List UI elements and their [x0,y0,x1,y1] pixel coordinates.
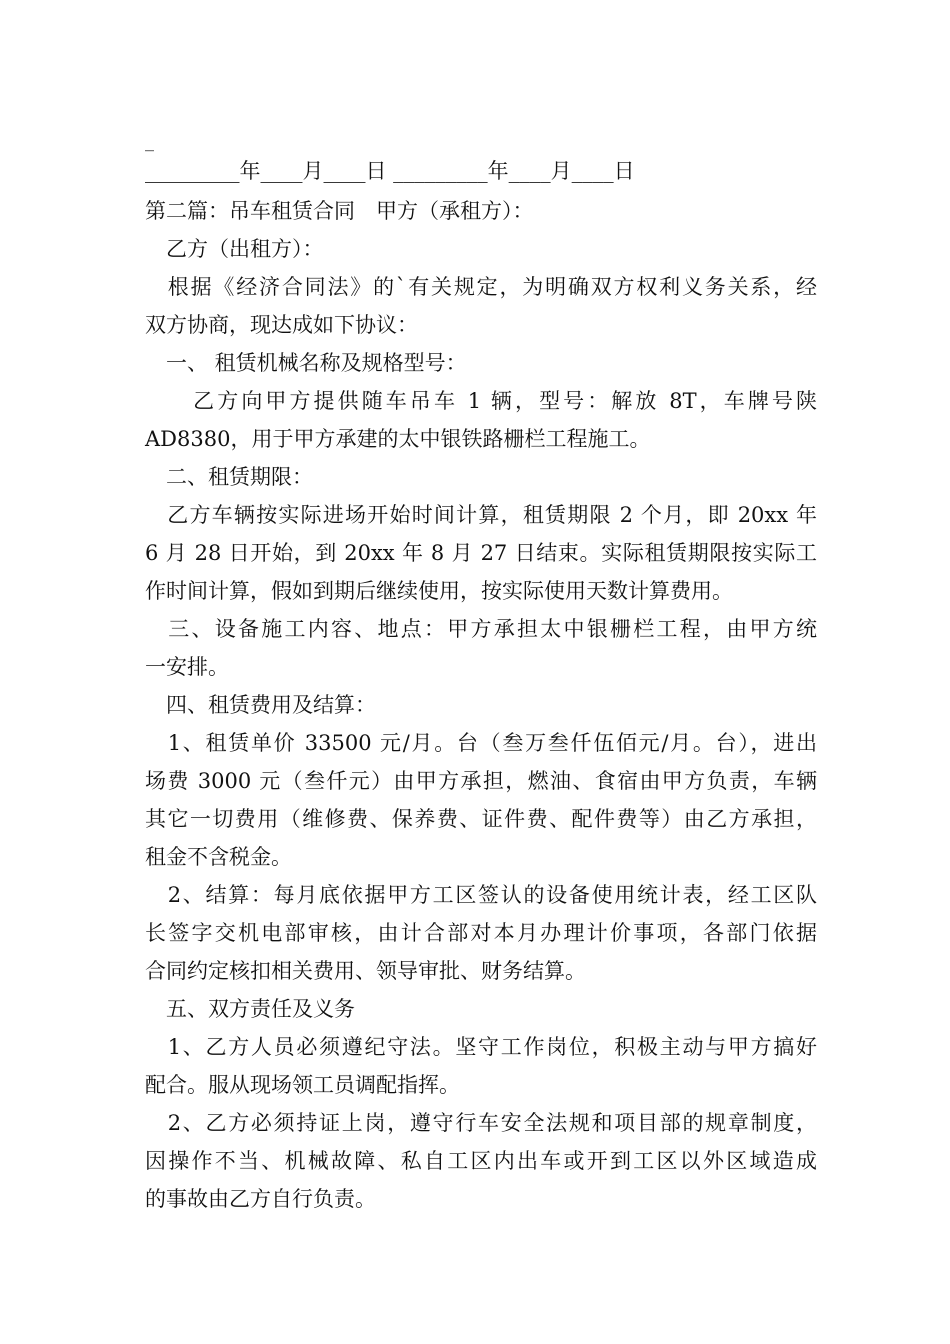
body-line: 因操作不当、机械故障、私自工区内出车或开到工区以外区域造成 [145,1149,817,1173]
body-line: 长签字交机电部审核，由计合部对本月办理计价事项，各部门依据 [145,921,817,945]
body-line: 1、租赁单价 33500 元/月。台（叁万叁仟伍佰元/月。台），进出 [145,731,817,755]
body-line: 的事故由乙方自行负责。 [145,1187,376,1211]
body-line: 配合。服从现场领工员调配指挥。 [145,1073,460,1097]
body-line: 一安排。 [145,655,229,679]
body-line: 2、乙方必须持证上岗，遵守行车安全法规和项目部的规章制度， [145,1111,817,1135]
section-title-line: 第二篇：吊车租赁合同 甲方（承租方）： [145,199,534,223]
body-line: 乙方车辆按实际进场开始时间计算，租赁期限 2 个月，即 20xx 年 [145,503,817,527]
body-line: 1、乙方人员必须遵纪守法。坚守工作岗位，积极主动与甲方搞好 [145,1035,817,1059]
body-line: 双方协商，现达成如下协议： [145,313,418,337]
body-line: 乙方向甲方提供随车吊车 1 辆，型号：解放 8T，车牌号陕 [145,389,817,413]
body-line: 6 月 28 日开始，到 20xx 年 8 月 27 日结束。实际租赁期限按实际工 [145,541,817,565]
clause-heading-4: 四、租赁费用及结算： [145,693,376,717]
body-line: AD8380，用于甲方承建的太中银铁路栅栏工程施工。 [145,427,651,451]
body-line: 场费 3000 元（叁仟元）由甲方承担，燃油、食宿由甲方负责，车辆 [145,769,817,793]
clause-heading-3: 三、设备施工内容、地点：甲方承担太中银栅栏工程，由甲方统 [145,617,817,641]
clause-heading-1: 一、 租赁机械名称及规格型号： [145,351,467,375]
body-line: 其它一切费用（维修费、保养费、证件费、配件费等）由乙方承担， [145,807,817,831]
date-signature-line: _________年____月____日 _________年____月____日 [145,159,635,183]
body-line: 作时间计算，假如到期后继续使用，按实际使用天数计算费用。 [145,579,733,603]
clause-heading-2: 二、租赁期限： [145,465,313,489]
top-underscore-mark: _ [145,131,154,152]
body-line: 租金不含税金。 [145,845,292,869]
body-line: 根据《经济合同法》的`有关规定，为明确双方权利义务关系，经 [145,275,817,299]
party-b-line: 乙方（出租方）： [145,237,324,261]
body-line: 2、结算：每月底依据甲方工区签认的设备使用统计表，经工区队 [145,883,817,907]
body-line: 合同约定核扣相关费用、领导审批、财务结算。 [145,959,586,983]
clause-heading-5: 五、双方责任及义务 [145,997,355,1021]
